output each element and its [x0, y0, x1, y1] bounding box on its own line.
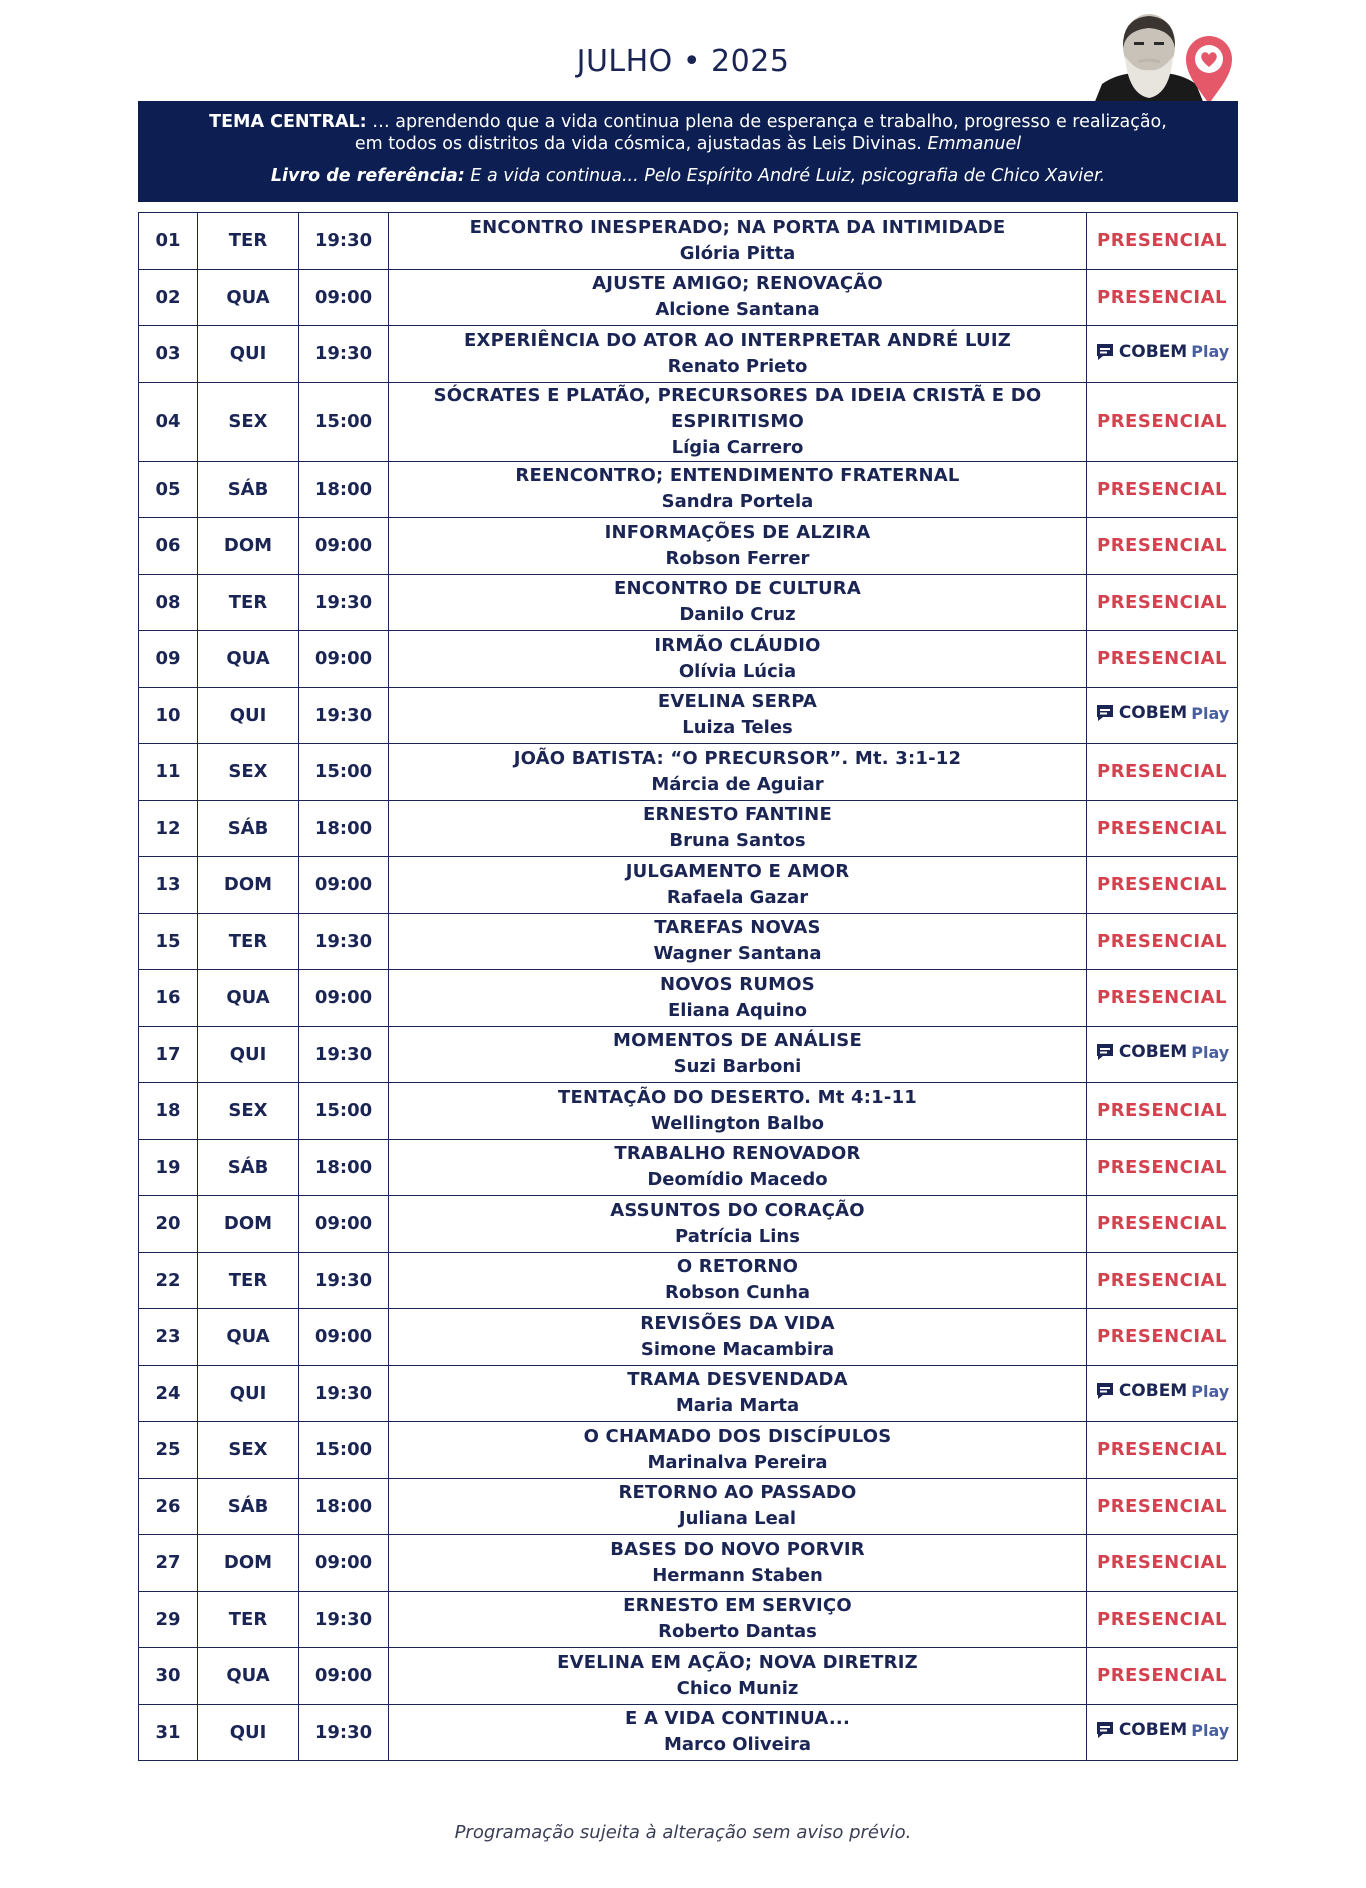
livro-text: E a vida continua... Pelo Espírito André Luiz, psicografia de Chico Xavier.	[464, 166, 1106, 186]
event-title: SÓCRATES E PLATÃO, PRECURSORES DA IDEIA CRISTÃ E DO ESPIRITISMO	[433, 384, 1042, 432]
event-title: O RETORNO	[676, 1256, 799, 1278]
table-row	[139, 1139, 1238, 1196]
table-row	[139, 326, 1238, 383]
event-title: EVELINA EM AÇÃO; NOVA DIRETRIZ	[557, 1651, 918, 1673]
footer-note: Programação sujeita à alteração sem aviso prévio.	[454, 1822, 912, 1843]
event-title: ENCONTRO DE CULTURA	[614, 578, 861, 600]
row-time: 19:30	[299, 913, 389, 970]
row-mode	[1087, 1704, 1238, 1761]
row-mode	[1087, 1309, 1238, 1366]
row-mode	[1087, 800, 1238, 857]
table-row	[139, 1252, 1238, 1309]
presencial-badge: PRESENCIAL	[1097, 1665, 1227, 1687]
event-title: TAREFAS NOVAS	[654, 917, 821, 939]
row-weekday: QUI	[198, 1704, 299, 1761]
row-time: 09:00	[299, 1309, 389, 1366]
table-row	[139, 913, 1238, 970]
row-event	[389, 382, 1087, 461]
row-weekday: QUI	[198, 1026, 299, 1083]
row-mode	[1087, 744, 1238, 801]
row-event	[389, 461, 1087, 518]
row-day-number: 17	[139, 1026, 198, 1083]
row-weekday: TER	[198, 913, 299, 970]
row-time: 19:30	[299, 1365, 389, 1422]
row-event	[389, 1365, 1087, 1422]
table-row	[139, 382, 1238, 461]
row-time: 18:00	[299, 1478, 389, 1535]
row-mode	[1087, 970, 1238, 1027]
table-row	[139, 213, 1238, 270]
row-weekday: SEX	[198, 382, 299, 461]
row-time: 19:30	[299, 1026, 389, 1083]
tema-author: Emmanuel	[927, 134, 1022, 154]
presencial-badge: PRESENCIAL	[1097, 478, 1227, 500]
table-row	[139, 461, 1238, 518]
event-speaker: Danilo Cruz	[679, 604, 796, 626]
row-weekday: QUA	[198, 631, 299, 688]
table-row	[139, 518, 1238, 575]
event-title: ERNESTO EM SERVIÇO	[623, 1595, 852, 1617]
table-row	[139, 1478, 1238, 1535]
row-event	[389, 1083, 1087, 1140]
row-day-number: 12	[139, 800, 198, 857]
presencial-badge: PRESENCIAL	[1097, 648, 1227, 670]
presencial-badge: PRESENCIAL	[1097, 1326, 1227, 1348]
chat-bubble-icon	[1095, 1043, 1115, 1061]
event-speaker: Renato Prieto	[667, 355, 808, 377]
row-time: 09:00	[299, 970, 389, 1027]
row-event	[389, 970, 1087, 1027]
row-time: 09:00	[299, 518, 389, 575]
row-weekday: QUA	[198, 1648, 299, 1705]
presencial-badge: PRESENCIAL	[1097, 1495, 1227, 1517]
event-speaker: Lígia Carrero	[671, 436, 804, 458]
row-day-number: 18	[139, 1083, 198, 1140]
table-row	[139, 1196, 1238, 1253]
row-event	[389, 1648, 1087, 1705]
event-speaker: Wellington Balbo	[651, 1112, 824, 1134]
row-time: 19:30	[299, 213, 389, 270]
row-weekday: DOM	[198, 518, 299, 575]
presencial-badge: PRESENCIAL	[1097, 930, 1227, 952]
table-row	[139, 1591, 1238, 1648]
row-time: 09:00	[299, 1196, 389, 1253]
row-event	[389, 1704, 1087, 1761]
row-weekday: QUI	[198, 326, 299, 383]
event-title: JOÃO BATISTA: “O PRECURSOR”. Mt. 3:1-12	[513, 747, 962, 769]
table-row	[139, 269, 1238, 326]
event-speaker: Robson Cunha	[664, 1282, 811, 1304]
row-weekday: TER	[198, 1591, 299, 1648]
presencial-badge: PRESENCIAL	[1097, 1213, 1227, 1235]
row-time: 15:00	[299, 382, 389, 461]
table-row	[139, 1309, 1238, 1366]
table-row	[139, 970, 1238, 1027]
row-weekday: SEX	[198, 744, 299, 801]
row-weekday: SÁB	[198, 1139, 299, 1196]
table-row	[139, 857, 1238, 914]
row-day-number: 20	[139, 1196, 198, 1253]
row-mode	[1087, 269, 1238, 326]
row-event	[389, 1591, 1087, 1648]
presencial-badge: PRESENCIAL	[1097, 1608, 1227, 1630]
cobem-brand: COBEM	[1118, 703, 1188, 724]
event-speaker: Suzi Barboni	[673, 1056, 802, 1078]
event-title: ASSUNTOS DO CORAÇÃO	[610, 1199, 865, 1221]
presencial-badge: PRESENCIAL	[1097, 286, 1227, 308]
event-title: EVELINA SERPA	[657, 691, 818, 713]
event-title: ERNESTO FANTINE	[643, 804, 832, 826]
row-event	[389, 1196, 1087, 1253]
row-event	[389, 687, 1087, 744]
event-title: EXPERIÊNCIA DO ATOR AO INTERPRETAR ANDRÉ LUIZ	[464, 329, 1011, 351]
cobem-play: Play	[1191, 1720, 1230, 1740]
tema-line-2	[138, 133, 1238, 155]
row-day-number: 19	[139, 1139, 198, 1196]
row-mode	[1087, 461, 1238, 518]
row-day-number: 29	[139, 1591, 198, 1648]
presencial-badge: PRESENCIAL	[1097, 987, 1227, 1009]
row-weekday: SÁB	[198, 800, 299, 857]
event-speaker: Deomídio Macedo	[647, 1169, 828, 1191]
row-event	[389, 518, 1087, 575]
row-event	[389, 913, 1087, 970]
presencial-badge: PRESENCIAL	[1097, 1552, 1227, 1574]
event-title: IRMÃO CLÁUDIO	[654, 634, 821, 656]
row-weekday: TER	[198, 574, 299, 631]
row-mode	[1087, 1196, 1238, 1253]
row-event	[389, 800, 1087, 857]
row-weekday: DOM	[198, 1535, 299, 1592]
row-weekday: TER	[198, 213, 299, 270]
chat-bubble-icon	[1095, 343, 1115, 361]
row-day-number: 01	[139, 213, 198, 270]
row-time: 15:00	[299, 1083, 389, 1140]
table-row	[139, 687, 1238, 744]
presencial-badge: PRESENCIAL	[1097, 1439, 1227, 1461]
livro-label: Livro de referência:	[270, 166, 465, 186]
event-title: BASES DO NOVO PORVIR	[610, 1538, 865, 1560]
row-mode	[1087, 213, 1238, 270]
row-mode	[1087, 1535, 1238, 1592]
event-speaker: Patrícia Lins	[675, 1225, 800, 1247]
cobem-brand: COBEM	[1118, 1720, 1188, 1741]
row-time: 15:00	[299, 744, 389, 801]
row-day-number: 31	[139, 1704, 198, 1761]
row-mode	[1087, 631, 1238, 688]
table-row	[139, 1365, 1238, 1422]
event-speaker: Bruna Santos	[669, 830, 806, 852]
row-weekday: SEX	[198, 1422, 299, 1479]
row-weekday: TER	[198, 1252, 299, 1309]
row-time: 09:00	[299, 631, 389, 688]
cobem-play: Play	[1191, 1381, 1230, 1401]
row-weekday: QUA	[198, 269, 299, 326]
row-weekday: QUI	[198, 687, 299, 744]
row-time: 09:00	[299, 1535, 389, 1592]
row-weekday: SÁB	[198, 1478, 299, 1535]
page-title: JULHO • 2025	[576, 44, 790, 79]
event-title: REENCONTRO; ENTENDIMENTO FRATERNAL	[515, 465, 960, 487]
row-weekday: SEX	[198, 1083, 299, 1140]
row-day-number: 13	[139, 857, 198, 914]
row-weekday: SÁB	[198, 461, 299, 518]
event-speaker: Sandra Portela	[661, 491, 814, 513]
row-day-number: 04	[139, 382, 198, 461]
event-title: TENTAÇÃO DO DESERTO. Mt 4:1-11	[557, 1086, 918, 1108]
event-title: TRAMA DESVENDADA	[627, 1369, 848, 1391]
row-mode	[1087, 326, 1238, 383]
row-day-number: 27	[139, 1535, 198, 1592]
row-time: 18:00	[299, 461, 389, 518]
event-speaker: Roberto Dantas	[658, 1621, 817, 1643]
presencial-badge: PRESENCIAL	[1097, 761, 1227, 783]
row-event	[389, 631, 1087, 688]
row-mode	[1087, 1083, 1238, 1140]
row-day-number: 23	[139, 1309, 198, 1366]
row-time: 09:00	[299, 269, 389, 326]
livro-line	[138, 165, 1238, 187]
presencial-badge: PRESENCIAL	[1097, 1269, 1227, 1291]
row-mode	[1087, 1478, 1238, 1535]
row-mode	[1087, 1422, 1238, 1479]
presencial-badge: PRESENCIAL	[1097, 411, 1227, 432]
presencial-badge: PRESENCIAL	[1097, 874, 1227, 896]
presencial-badge: PRESENCIAL	[1097, 535, 1227, 557]
presencial-badge: PRESENCIAL	[1097, 230, 1227, 252]
schedule-table	[138, 212, 1238, 1761]
row-event	[389, 269, 1087, 326]
row-day-number: 30	[139, 1648, 198, 1705]
row-time: 09:00	[299, 1648, 389, 1705]
tema-text-2: em todos os distritos da vida cósmica, ajustadas às Leis Divinas.	[354, 134, 928, 154]
cobem-play-logo	[1095, 1042, 1229, 1062]
row-event	[389, 1478, 1087, 1535]
row-weekday: QUI	[198, 1365, 299, 1422]
event-title: ENCONTRO INESPERADO; NA PORTA DA INTIMIDADE	[469, 216, 1006, 238]
row-day-number: 09	[139, 631, 198, 688]
row-time: 18:00	[299, 800, 389, 857]
cobem-play: Play	[1191, 342, 1230, 362]
event-title: JULGAMENTO E AMOR	[625, 860, 850, 882]
row-time: 19:30	[299, 687, 389, 744]
row-day-number: 16	[139, 970, 198, 1027]
row-day-number: 11	[139, 744, 198, 801]
row-time: 19:30	[299, 326, 389, 383]
row-day-number: 08	[139, 574, 198, 631]
table-row	[139, 1648, 1238, 1705]
event-speaker: Eliana Aquino	[668, 999, 807, 1021]
row-event	[389, 326, 1087, 383]
row-mode	[1087, 1365, 1238, 1422]
row-day-number: 26	[139, 1478, 198, 1535]
table-row	[139, 800, 1238, 857]
table-row	[139, 631, 1238, 688]
table-row	[139, 574, 1238, 631]
cobem-play-logo	[1095, 703, 1229, 723]
row-time: 15:00	[299, 1422, 389, 1479]
event-speaker: Rafaela Gazar	[666, 886, 809, 908]
event-speaker: Robson Ferrer	[665, 547, 810, 569]
chat-bubble-icon	[1095, 1721, 1115, 1739]
table-row	[139, 1535, 1238, 1592]
presencial-badge: PRESENCIAL	[1097, 1100, 1227, 1122]
table-row	[139, 1083, 1238, 1140]
row-mode	[1087, 518, 1238, 575]
tema-label: TEMA CENTRAL:	[209, 112, 367, 132]
event-title: MOMENTOS DE ANÁLISE	[613, 1030, 862, 1052]
presencial-badge: PRESENCIAL	[1097, 1156, 1227, 1178]
event-title: REVISÕES DA VIDA	[640, 1312, 835, 1334]
row-time: 09:00	[299, 857, 389, 914]
row-event	[389, 857, 1087, 914]
event-speaker: Hermann Staben	[652, 1564, 823, 1586]
row-event	[389, 574, 1087, 631]
cobem-play: Play	[1191, 1042, 1230, 1062]
event-speaker: Luiza Teles	[682, 717, 793, 739]
row-mode	[1087, 1139, 1238, 1196]
event-speaker: Alcione Santana	[655, 299, 820, 321]
row-mode	[1087, 687, 1238, 744]
cobem-brand: COBEM	[1118, 341, 1188, 362]
event-speaker: Olívia Lúcia	[678, 660, 797, 682]
row-mode	[1087, 382, 1238, 461]
row-day-number: 10	[139, 687, 198, 744]
row-mode	[1087, 574, 1238, 631]
row-time: 19:30	[299, 1704, 389, 1761]
row-weekday: DOM	[198, 857, 299, 914]
row-event	[389, 1252, 1087, 1309]
row-time: 19:30	[299, 1591, 389, 1648]
row-event	[389, 1026, 1087, 1083]
event-title: NOVOS RUMOS	[660, 973, 815, 995]
cobem-play-logo	[1095, 342, 1229, 362]
row-time: 19:30	[299, 1252, 389, 1309]
event-title: AJUSTE AMIGO; RENOVAÇÃO	[592, 273, 883, 295]
chat-bubble-icon	[1095, 1382, 1115, 1400]
row-mode	[1087, 913, 1238, 970]
event-speaker: Simone Macambira	[640, 1338, 835, 1360]
row-day-number: 03	[139, 326, 198, 383]
row-weekday: QUA	[198, 1309, 299, 1366]
event-title: TRABALHO RENOVADOR	[614, 1143, 861, 1165]
theme-banner	[138, 101, 1238, 202]
event-title: O CHAMADO DOS DISCÍPULOS	[583, 1425, 892, 1447]
row-day-number: 06	[139, 518, 198, 575]
row-mode	[1087, 1591, 1238, 1648]
row-day-number: 25	[139, 1422, 198, 1479]
event-title: E A VIDA CONTINUA...	[625, 1708, 850, 1730]
row-event	[389, 744, 1087, 801]
row-event	[389, 213, 1087, 270]
event-speaker: Wagner Santana	[653, 943, 822, 965]
chat-bubble-icon	[1095, 704, 1115, 722]
event-speaker: Juliana Leal	[678, 1508, 797, 1530]
table-row	[139, 1026, 1238, 1083]
cobem-play-logo	[1095, 1720, 1229, 1740]
cobem-brand: COBEM	[1118, 1381, 1188, 1402]
row-event	[389, 1535, 1087, 1592]
row-event	[389, 1309, 1087, 1366]
tema-line	[138, 111, 1238, 133]
presencial-badge: PRESENCIAL	[1097, 591, 1227, 613]
row-day-number: 22	[139, 1252, 198, 1309]
cobem-brand: COBEM	[1118, 1042, 1188, 1063]
row-time: 19:30	[299, 574, 389, 631]
event-speaker: Márcia de Aguiar	[651, 773, 824, 795]
event-title: RETORNO AO PASSADO	[618, 1482, 857, 1504]
event-speaker: Chico Muniz	[676, 1677, 799, 1699]
row-mode	[1087, 1648, 1238, 1705]
row-mode	[1087, 1026, 1238, 1083]
event-title: INFORMAÇÕES DE ALZIRA	[604, 521, 871, 543]
row-weekday: DOM	[198, 1196, 299, 1253]
cobem-play-logo	[1095, 1381, 1229, 1401]
table-row	[139, 1422, 1238, 1479]
row-weekday: QUA	[198, 970, 299, 1027]
cobem-play: Play	[1191, 703, 1230, 723]
presencial-badge: PRESENCIAL	[1097, 817, 1227, 839]
row-day-number: 05	[139, 461, 198, 518]
event-speaker: Maria Marta	[675, 1395, 800, 1417]
row-mode	[1087, 857, 1238, 914]
row-day-number: 24	[139, 1365, 198, 1422]
location-heart-icon	[1182, 32, 1236, 112]
row-day-number: 15	[139, 913, 198, 970]
event-speaker: Marinalva Pereira	[647, 1451, 828, 1473]
event-speaker: Marco Oliveira	[663, 1734, 811, 1756]
row-day-number: 02	[139, 269, 198, 326]
table-row	[139, 1704, 1238, 1761]
row-time: 18:00	[299, 1139, 389, 1196]
row-mode	[1087, 1252, 1238, 1309]
row-event	[389, 1422, 1087, 1479]
tema-text: … aprendendo que a vida continua plena de esperança e trabalho, progresso e realização,	[366, 112, 1167, 132]
table-row	[139, 744, 1238, 801]
event-speaker: Glória Pitta	[679, 242, 796, 264]
row-event	[389, 1139, 1087, 1196]
